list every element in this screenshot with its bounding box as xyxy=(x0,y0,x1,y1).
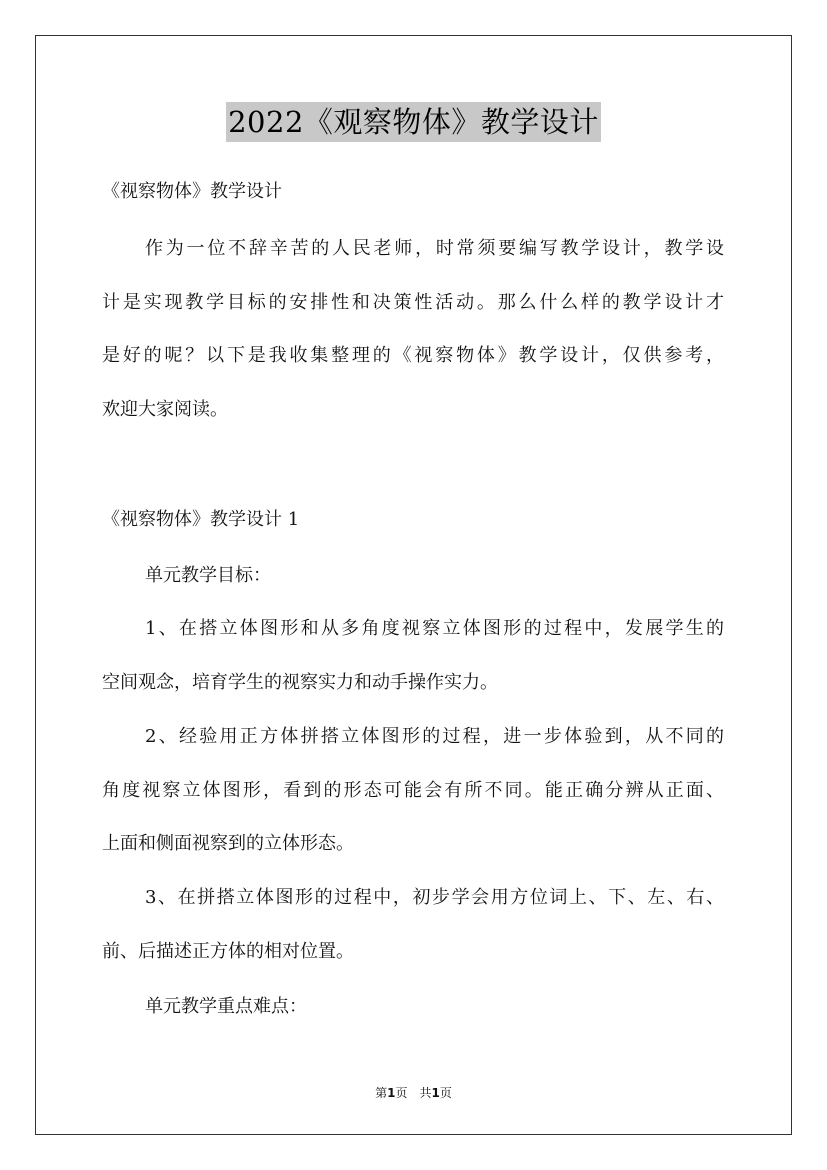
intro-line-2: 计是实现教学目标的安排性和决策性活动。那么什么样的教学设计才 xyxy=(102,292,724,313)
footer-page-total: 1 xyxy=(431,1086,440,1100)
goal3-line-1: 3、在拼搭立体图形的过程中，初步学会用方位词上、下、左、右、 xyxy=(145,887,724,908)
title-container xyxy=(0,102,827,142)
page-footer xyxy=(0,1085,827,1101)
goal1-line-2: 空间观念，培育学生的视察实力和动手操作实力。 xyxy=(102,672,498,693)
footer-page-prefix: 第 xyxy=(375,1086,388,1100)
document-subtitle: 《视察物体》教学设计 xyxy=(102,181,282,202)
section-heading: 《视察物体》教学设计 1 xyxy=(102,509,300,530)
goal3-line-2: 前、后描述正方体的相对位置。 xyxy=(102,941,354,962)
goal1-line-1: 1、在搭立体图形和从多角度视察立体图形的过程中，发展学生的 xyxy=(145,618,724,639)
intro-line-4: 欢迎大家阅读。 xyxy=(102,399,228,420)
key-points-label: 单元教学重点难点： xyxy=(145,996,307,1017)
goal2-line-3: 上面和侧面视察到的立体形态。 xyxy=(102,833,354,854)
intro-line-3: 是好的呢？以下是我收集整理的《视察物体》教学设计，仅供参考， xyxy=(102,345,724,366)
footer-page-number: 1 xyxy=(387,1086,396,1100)
goal2-line-2: 角度视察立体图形，看到的形态可能会有所不同。能正确分辨从正面、 xyxy=(102,780,724,801)
intro-line-1: 作为一位不辞辛苦的人民老师，时常须要编写教学设计，教学设 xyxy=(145,238,724,259)
unit-goals-label: 单元教学目标： xyxy=(145,565,271,586)
goal2-line-1: 2、经验用正方体拼搭立体图形的过程，进一步体验到，从不同的 xyxy=(145,726,724,747)
footer-page-suffix: 页 xyxy=(439,1086,452,1100)
footer-page-mid: 页 共 xyxy=(395,1086,432,1100)
document-title: 2022《观察物体》教学设计 xyxy=(226,102,601,142)
